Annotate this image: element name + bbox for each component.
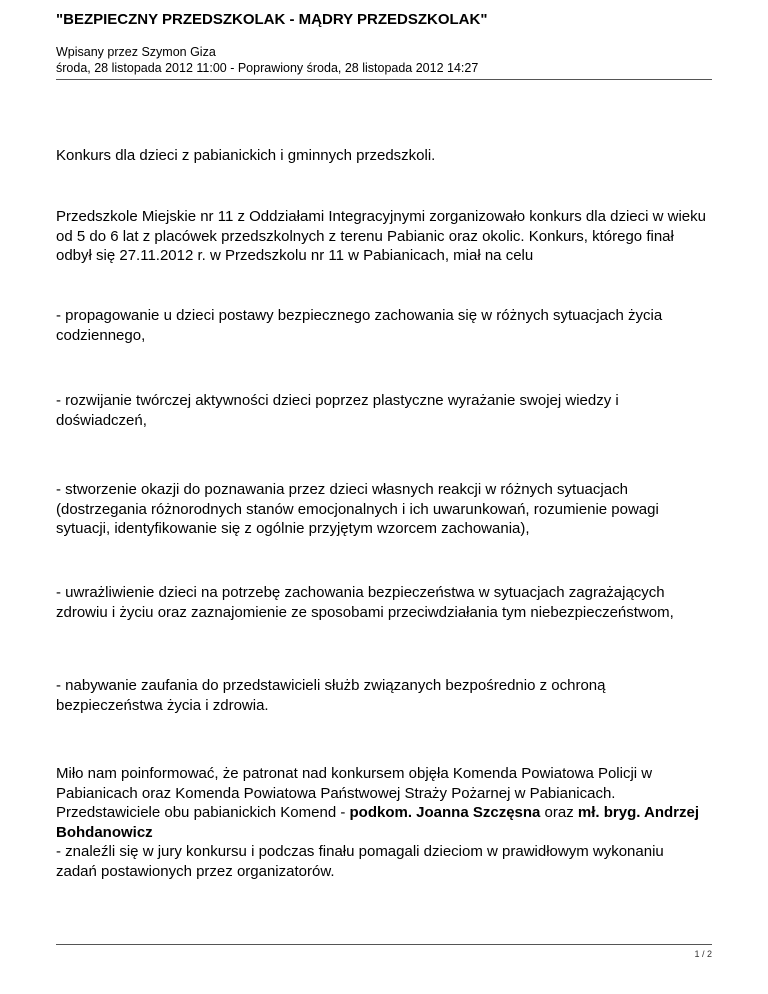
goal-paragraph-1: - propagowanie u dzieci postawy bezpiecznego zachowania się w różnych sytuacjach życia codziennego, <box>56 307 663 344</box>
header-divider <box>56 79 712 80</box>
patronage-paragraph <box>56 764 706 881</box>
goal-paragraph-3: - stworzenie okazji do poznawania przez dzieci własnych reakcji w różnych sytuacjach (dostrzegania różnorodnych stanów emocjonalnych i ich uwarunkowań, rozumienie powagi sytuacji, identyfikowanie się z ogólnie przyjętym wzorcem zachowania), <box>56 481 659 537</box>
goal-paragraph-4: - uwrażliwienie dzieci na potrzebę zachowania bezpieczeństwa w sytuacjach zagrażających zdrowiu i życiu oraz zaznajomienie ze sposobami przeciwdziałania tym niebezpieczeństwom, <box>56 584 674 621</box>
patronage-name-2: mł. bryg. Andrzej Bohdanowicz <box>56 804 700 841</box>
patronage-text-b: oraz <box>540 804 578 821</box>
patronage-text-c: - znaleźli się w jury konkursu i podczas finału pomagali dzieciom w prawidłowym wykonaniu zadań postawionych przez organizatorów. <box>56 843 664 880</box>
goal-paragraph-2: - rozwijanie twórczej aktywności dzieci poprzez plastyczne wyrażanie swojej wiedzy i doświadczeń, <box>56 392 619 429</box>
goal-paragraph-5: - nabywanie zaufania do przedstawicieli służb związanych bezpośrednio z ochroną bezpieczeństwa życia i zdrowia. <box>56 677 606 714</box>
intro-paragraph: Konkurs dla dzieci z pabianickich i gminnych przedszkoli. <box>56 147 436 164</box>
author-line: Wpisany przez Szymon Giza <box>56 45 216 59</box>
page-number: 1 / 2 <box>694 949 712 959</box>
patronage-text-a: Miło nam poinformować, że patronat nad konkursem objęła Komenda Powiatowa Policji w Pabianicach oraz Komenda Powiatowa Państwowej Straży Pożarnej w Pabianicach. Przedstawiciele obu pabianickich Komend - <box>56 765 653 821</box>
article-meta <box>56 44 478 76</box>
organizer-paragraph: Przedszkole Miejskie nr 11 z Oddziałami Integracyjnymi zorganizowało konkurs dla dzieci w wieku od 5 do 6 lat z placówek przedszkolnych z terenu Pabianic oraz okolic. Konkurs, którego finał odbył się 27.11.2012 r. w Przedszkolu nr 11 w Pabianicach, miał na celu <box>56 208 706 264</box>
footer-divider <box>56 944 712 945</box>
patronage-name-1: podkom. Joanna Szczęsna <box>349 804 541 821</box>
document-page <box>56 0 712 994</box>
date-line: środa, 28 listopada 2012 11:00 - Poprawiony środa, 28 listopada 2012 14:27 <box>56 61 479 75</box>
article-title: "BEZPIECZNY PRZEDSZKOLAK - MĄDRY PRZEDSZKOLAK" <box>56 11 488 28</box>
